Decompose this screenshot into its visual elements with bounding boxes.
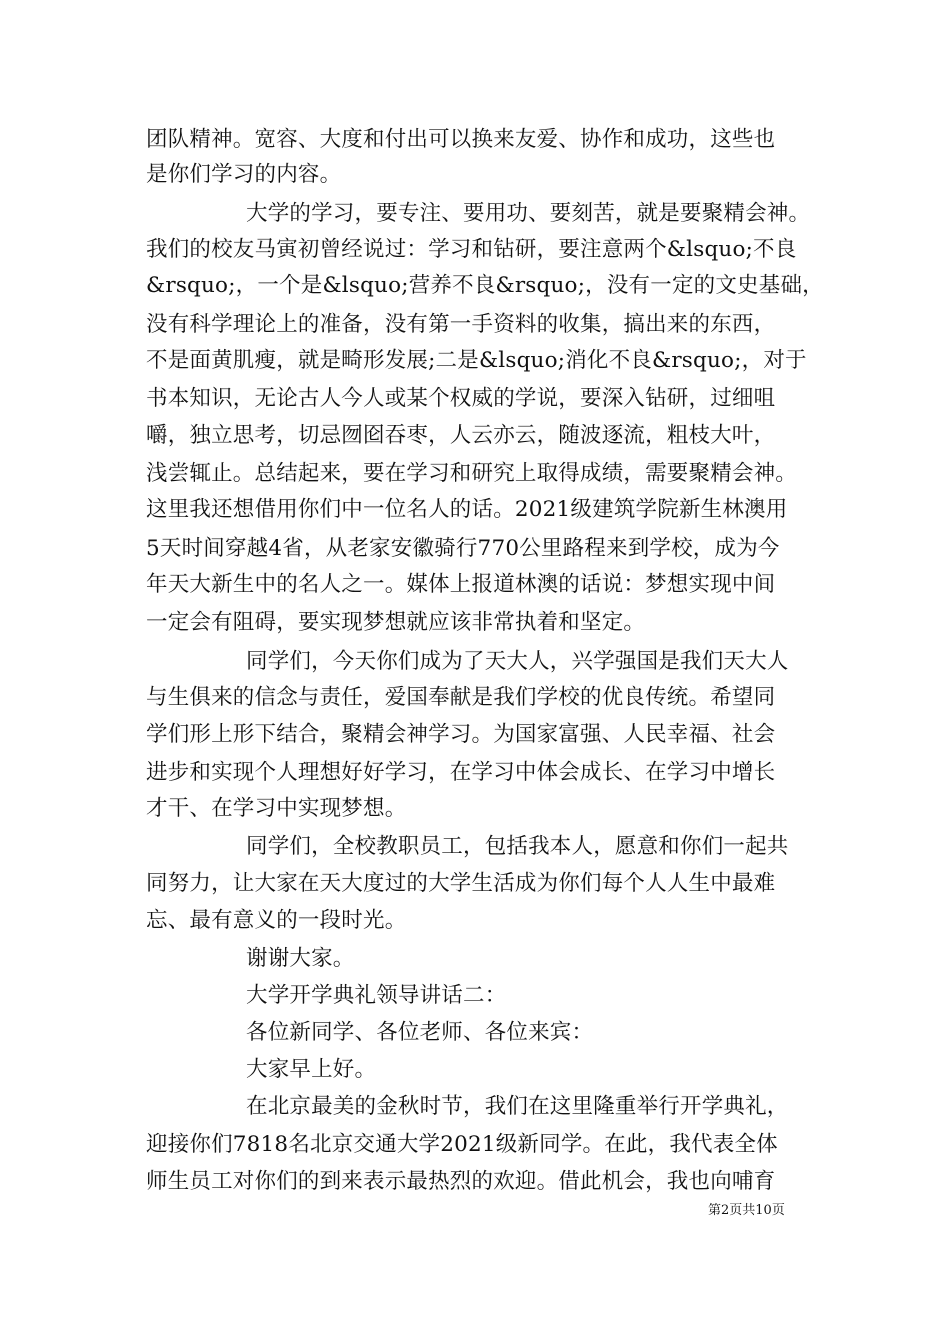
body-text-line: 年天大新生中的名人之一。媒体上报道林澳的话说：梦想实现中间 [146, 572, 776, 597]
greeting: 大家早上好。 [246, 1057, 377, 1082]
paragraph-first-line: 大学的学习，要专注、要用功、要刻苦，就是要聚精会神。 [246, 201, 811, 226]
body-text-line: 与生俱来的信念与责任，爱国奉献是我们学校的优良传统。希望同 [146, 685, 776, 710]
body-text-line: 书本知识，无论古人今人或某个权威的学说，要深入钻研，过细咀 [146, 386, 776, 411]
body-text-line: 学们形上形下结合，聚精会神学习。为国家富强、人民幸福、社会 [146, 722, 776, 747]
body-text-line: 同努力，让大家在天大度过的大学生活成为你们每个人人生中最难 [146, 871, 776, 896]
body-text-line: 不是面黄肌瘦，就是畸形发展;二是&lsquo;消化不良&rsquo;，对于 [146, 348, 807, 373]
body-text-line: 5天时间穿越4省，从老家安徽骑行770公里路程来到学校，成为今 [146, 536, 780, 561]
body-text-line: 是你们学习的内容。 [146, 162, 342, 187]
body-text-line: 没有科学理论上的准备，没有第一手资料的收集，搞出来的东西， [146, 312, 776, 337]
body-text-line: 忘、最有意义的一段时光。 [146, 908, 407, 933]
body-text-line: &rsquo;，一个是&lsquo;营养不良&rsquo;，没有一定的文史基础， [146, 273, 824, 298]
section-heading: 大学开学典礼领导讲话二： [246, 983, 507, 1008]
body-text-line: 一定会有阻碍，要实现梦想就应该非常执着和坚定。 [146, 610, 646, 635]
paragraph-first-line: 谢谢大家。 [246, 946, 355, 971]
body-text-line: 进步和实现个人理想好好学习，在学习中体会成长、在学习中增长 [146, 760, 776, 785]
body-text-line: 这里我还想借用你们中一位名人的话。2021级建筑学院新生林澳用 [146, 497, 788, 522]
body-text-line: 迎接你们7818名北京交通大学2021级新同学。在此，我代表全体 [146, 1132, 778, 1157]
body-text-line: 我们的校友马寅初曾经说过：学习和钻研，要注意两个&lsquo;不良 [146, 237, 797, 262]
body-text-line: 浅尝辄止。总结起来，要在学习和研究上取得成绩，需要聚精会神。 [146, 461, 798, 486]
paragraph-first-line: 在北京最美的金秋时节，我们在这里隆重举行开学典礼， [246, 1094, 789, 1119]
body-text-line: 师生员工对你们的到来表示最热烈的欢迎。借此机会，我也向哺育 [146, 1169, 776, 1194]
body-text-line: 团队精神。宽容、大度和付出可以换来友爱、协作和成功，这些也 [146, 127, 776, 152]
page-number-footer: 第2页共10页 [708, 1203, 785, 1218]
paragraph-first-line: 同学们，今天你们成为了天大人，兴学强国是我们天大人 [246, 649, 789, 674]
salutation: 各位新同学、各位老师、各位来宾： [246, 1020, 594, 1045]
body-text-line: 嚼，独立思考，切忌囫囵吞枣，人云亦云，随波逐流，粗枝大叶， [146, 423, 776, 448]
body-text-line: 才干、在学习中实现梦想。 [146, 796, 407, 821]
paragraph-first-line: 同学们，全校教职员工，包括我本人，愿意和你们一起共 [246, 834, 789, 859]
